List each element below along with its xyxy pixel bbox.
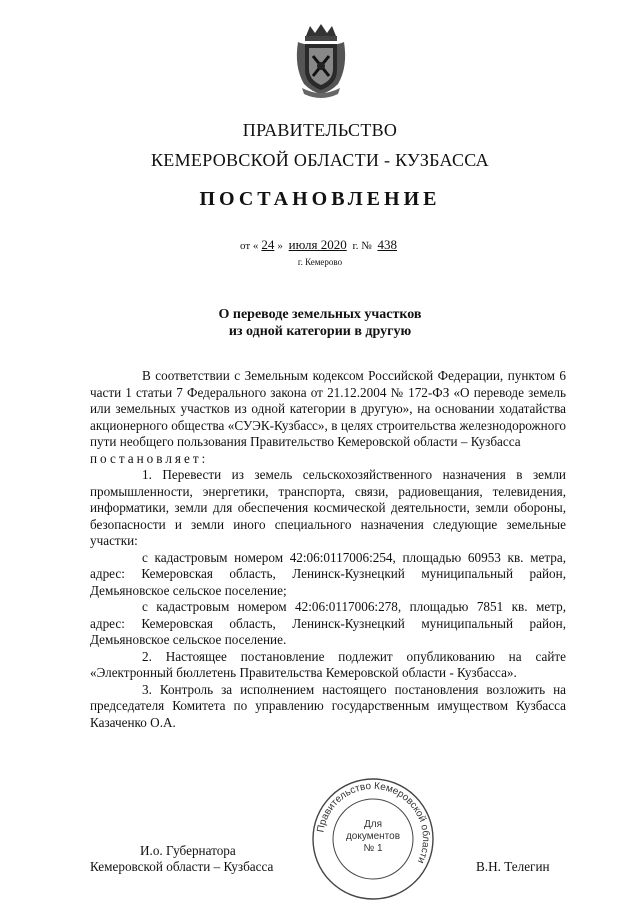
date-year-suffix: г. — [352, 240, 359, 252]
city-line: г. Кемерово — [297, 257, 343, 267]
item-2-paragraph: 2. Настоящее постановление подлежит опубликованию на сайте «Электронный бюллетень Правительства Кемеровской области - Кузбасса». — [90, 648, 566, 680]
subject-line-2: из одной категории в другую — [228, 324, 412, 339]
signatory-name: В.Н. Телегин — [476, 859, 550, 874]
date-quote: » — [277, 240, 283, 252]
plot-2-paragraph: с кадастровым номером 42:06:0117006:278, площадью 7851 кв. метр, адрес: Кемеровская область, Ленинск-Кузнецкий муниципальный район, Демьяновское сельское поселение. — [90, 599, 566, 647]
item-3-paragraph: 3. Контроль за исполнением настоящего постановления возложить на председателя Комитета по управлению государственным имуществом Кузбасса Казаченко О.А. — [90, 681, 566, 730]
resolves-line: постановляет: — [90, 450, 209, 466]
organization-line-1: ПРАВИТЕЛЬСТВО — [242, 120, 398, 140]
seal-inner-line-2: документов — [345, 831, 401, 842]
document-number: 438 — [377, 237, 397, 252]
seal-inner-line-1: Для — [363, 819, 383, 830]
preamble-paragraph: В соответствии с Земельным кодексом Российской Федерации, пунктом 6 части 1 статьи 7 Федерального закона от 21.12.2004 № 172-ФЗ «О переводе земель или земельных участков из одной категории в другую», на основании ходатайства акционерного общества «СУЭК-Кузбасс», в целях строительства железнодорожного пути необщего пользования Правительство Кемеровской области – Кузбасса — [90, 368, 566, 449]
coat-of-arms-emblem — [292, 22, 350, 98]
document-type-title: ПОСТАНОВЛЕНИЕ — [199, 188, 441, 210]
date-number-line — [0, 237, 640, 253]
plot-1-paragraph: с кадастровым номером 42:06:0117006:254, площадью 60953 кв. метра, адрес: Кемеровская область, Ленинск-Кузнецкий муниципальный район, Демьяновское сельское поселение; — [90, 549, 566, 598]
date-prefix: от « — [239, 240, 259, 252]
document-body — [90, 368, 566, 731]
number-label: № — [361, 240, 372, 252]
date-day: 24 — [261, 237, 275, 252]
seal-ring-text: Правительство Кемеровской области — [315, 780, 432, 865]
date-month-year: июля 2020 — [288, 237, 347, 252]
signatory-position-line-1: И.о. Губернатора — [140, 843, 236, 858]
seal-inner-line-3: № 1 — [363, 843, 383, 854]
signatory-position-line-2: Кемеровской области – Кузбасса — [90, 859, 274, 874]
item-1-paragraph: 1. Перевести из земель сельскохозяйственного назначения в земли промышленности, энергетики, транспорта, связи, радиовещания, телевидения, информатики, земли для обеспечения космической деятельности, земли обороны, безопасности и земли иного специального назначения следующие земельные участки: — [90, 467, 566, 548]
organization-line-2: КЕМЕРОВСКОЙ ОБЛАСТИ - КУЗБАССА — [151, 150, 489, 170]
official-seal — [305, 775, 441, 903]
subject-line-1: О переводе земельных участков — [218, 307, 422, 322]
